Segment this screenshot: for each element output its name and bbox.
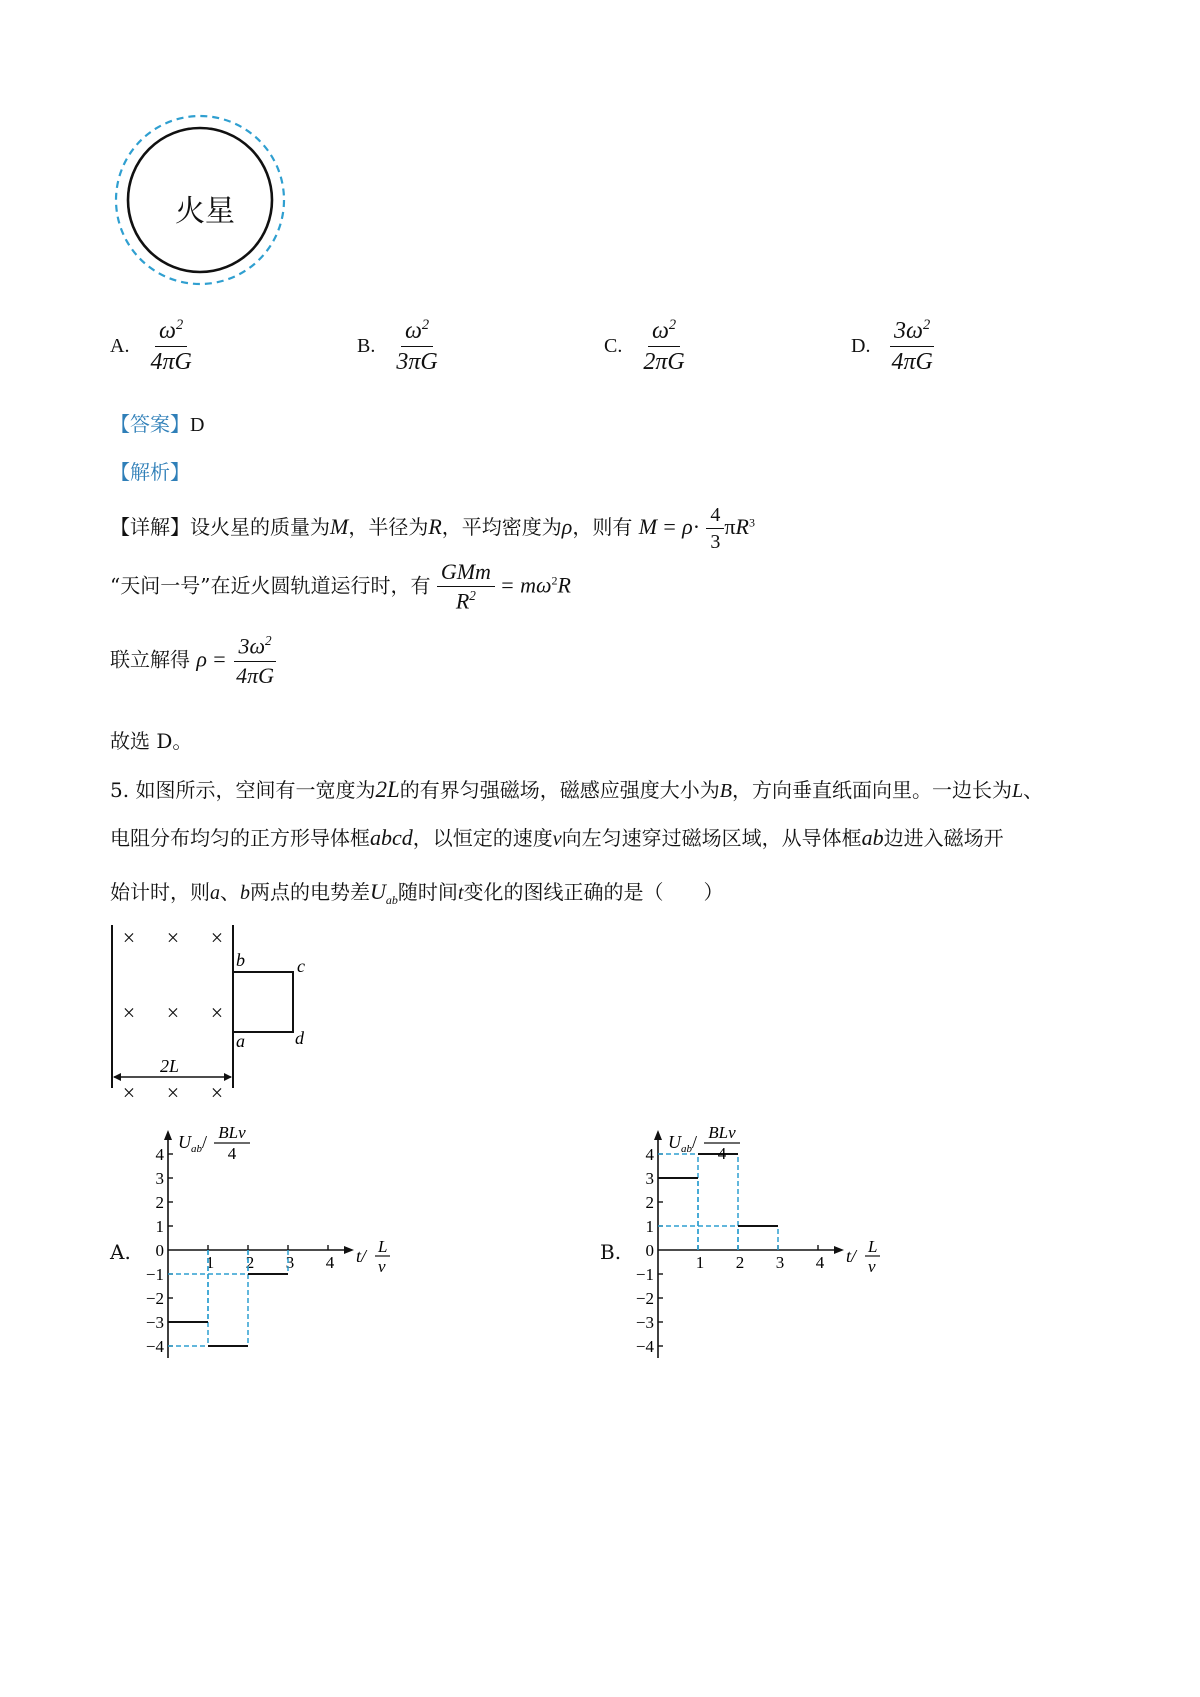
y-axis-label: $U_{ab}/$ bbox=[178, 1132, 208, 1155]
x-tick-label: 1 bbox=[205, 1253, 215, 1272]
option-letter: A. bbox=[110, 335, 130, 358]
y-tick-label: 4 bbox=[155, 1145, 164, 1164]
corner-d: d bbox=[295, 1028, 304, 1048]
svg-text:×: × bbox=[166, 1080, 180, 1105]
svg-text:×: × bbox=[122, 1080, 136, 1105]
field-cross-marks bbox=[123, 925, 223, 1105]
field-figure bbox=[100, 920, 330, 1110]
y-axis-arrow bbox=[164, 1130, 172, 1140]
y-tick-label: −2 bbox=[635, 1289, 654, 1308]
option-a bbox=[110, 318, 196, 376]
analysis-tag: 【解析】 bbox=[110, 460, 190, 484]
q5-line-2: 电阻分布均匀的正方形导体框abcd，以恒定的速度v向左匀速穿过磁场区域，从导体框ab边进入磁场开 bbox=[110, 825, 1004, 850]
x-axis-arrow bbox=[344, 1246, 354, 1254]
y-axis-label-denominator: 4 bbox=[227, 1144, 237, 1163]
x-tick-label: 2 bbox=[735, 1253, 745, 1272]
y-tick-label: −4 bbox=[635, 1337, 654, 1356]
x-tick-label: 3 bbox=[775, 1253, 785, 1272]
graph-a-option-letter: A. bbox=[110, 1240, 131, 1264]
answer-value: D bbox=[190, 414, 205, 436]
svg-text:×: × bbox=[166, 925, 180, 950]
graph-b bbox=[630, 1120, 890, 1380]
svg-text:×: × bbox=[210, 1000, 224, 1025]
option-letter: D. bbox=[851, 335, 871, 358]
option-fraction: $\frac{\omega^2}{3\pi G}$ bbox=[396, 317, 438, 376]
option-d bbox=[851, 318, 937, 376]
y-tick-label: 3 bbox=[155, 1169, 164, 1188]
square-loop bbox=[233, 972, 293, 1032]
y-axis-label-denominator: 4 bbox=[717, 1144, 727, 1163]
graph-a bbox=[140, 1120, 400, 1380]
x-axis-arrow bbox=[834, 1246, 844, 1254]
y-tick-label: 1 bbox=[645, 1217, 654, 1236]
y-tick-label: 4 bbox=[645, 1145, 654, 1164]
x-tick-label: 4 bbox=[325, 1253, 335, 1272]
y-axis-label-numerator: BLv bbox=[708, 1123, 736, 1142]
x-axis-label-numerator: L bbox=[868, 1237, 878, 1256]
x-tick-label: 2 bbox=[245, 1253, 255, 1272]
y-tick-label: −2 bbox=[145, 1289, 164, 1308]
y-axis-label: $U_{ab}/$ bbox=[668, 1132, 698, 1155]
mars-label: 火星 bbox=[175, 194, 235, 229]
answer-tag: 【答案】 bbox=[110, 412, 190, 436]
x-axis-label-numerator: L bbox=[378, 1237, 388, 1256]
x-axis-label-denominator: v bbox=[378, 1257, 386, 1276]
detail-tag: 【详解】 bbox=[110, 515, 190, 539]
option-letter: B. bbox=[357, 335, 376, 358]
option-letter: C. bbox=[604, 335, 623, 358]
y-tick-label: −3 bbox=[635, 1313, 654, 1332]
svg-text:×: × bbox=[166, 1000, 180, 1025]
corner-c: c bbox=[297, 956, 305, 976]
detail-line-4: 故选 D。 bbox=[110, 729, 193, 753]
y-axis-label-numerator: BLv bbox=[218, 1123, 246, 1142]
x-axis-label: t/ bbox=[356, 1246, 367, 1266]
corner-a: a bbox=[236, 1031, 245, 1051]
x-tick-label: 4 bbox=[815, 1253, 825, 1272]
detail-line-1: 【详解】设火星的质量为M，半径为R，平均密度为ρ，则有 M = ρ· $\frac{4}{3}$ $\pi R^3$ bbox=[110, 504, 755, 553]
width-label: 2L bbox=[160, 1056, 180, 1076]
y-tick-label: −1 bbox=[635, 1265, 654, 1284]
x-tick-label: 3 bbox=[285, 1253, 295, 1272]
y-tick-label: −4 bbox=[145, 1337, 164, 1356]
svg-text:×: × bbox=[210, 1080, 224, 1105]
corner-b: b bbox=[236, 950, 245, 970]
option-b bbox=[357, 318, 442, 376]
y-axis-arrow bbox=[654, 1130, 662, 1140]
detail-line-2: “天问一号”在近火圆轨道运行时，有 $\frac{\text{GMm}}{R^2}$ = $m\omega^2R$ bbox=[110, 559, 571, 614]
q5-line-1: 5. 如图所示，空间有一宽度为2L的有界匀强磁场，磁感应强度大小为B，方向垂直纸面向里。一边长为L、 bbox=[110, 777, 1044, 802]
svg-text:×: × bbox=[122, 925, 136, 950]
y-tick-label: 3 bbox=[645, 1169, 654, 1188]
y-tick-label: 2 bbox=[645, 1193, 654, 1212]
x-tick-label: 1 bbox=[695, 1253, 705, 1272]
option-c bbox=[604, 318, 689, 376]
width-arrow-right-head bbox=[224, 1073, 232, 1081]
x-axis-label-denominator: v bbox=[868, 1257, 876, 1276]
svg-text:×: × bbox=[122, 1000, 136, 1025]
svg-text:×: × bbox=[210, 925, 224, 950]
answer-line bbox=[110, 408, 204, 437]
option-fraction: $\frac{\omega^2}{4\pi G}$ bbox=[150, 317, 192, 376]
y-tick-label: −1 bbox=[145, 1265, 164, 1284]
q5-line-3: 始计时，则a、b两点的电势差$U_{ab}$随时间t变化的图线正确的是（ ） bbox=[110, 879, 724, 907]
y-tick-label: 0 bbox=[645, 1241, 654, 1260]
y-tick-label: 1 bbox=[155, 1217, 164, 1236]
width-arrow-left-head bbox=[113, 1073, 121, 1081]
option-fraction: $\frac{3\omega^2}{4\pi G}$ bbox=[891, 317, 933, 376]
detail-line-3: 联立解得 ρ = $\frac{3\omega^2}{4\pi G}$ bbox=[110, 633, 274, 688]
x-axis-label: t/ bbox=[846, 1246, 857, 1266]
option-fraction: $\frac{\omega^2}{2\pi G}$ bbox=[643, 317, 685, 376]
graph-b-option-letter: B. bbox=[600, 1240, 622, 1264]
y-tick-label: −3 bbox=[145, 1313, 164, 1332]
y-tick-label: 0 bbox=[155, 1241, 164, 1260]
y-tick-label: 2 bbox=[155, 1193, 164, 1212]
